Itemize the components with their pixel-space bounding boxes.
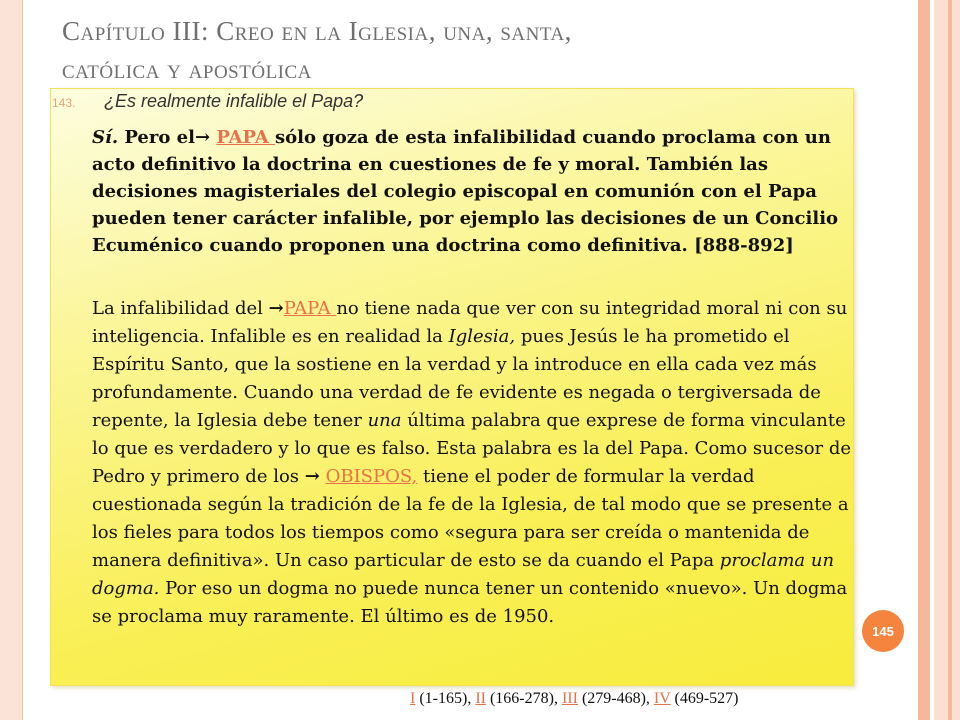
part-iii-link[interactable]: III [561,690,578,707]
right-decor-stripe-outer [934,0,960,720]
explanation-part6: Por eso un dogma no puede nunca tener un contenido «nuevo». Un dogma se proclama muy raramente. El último es de 1950. [92,578,848,627]
title-line-2: católica y apostólica [62,54,312,84]
explanation-paragraph [92,295,852,631]
obispos-link[interactable]: OBISPOS, [325,466,418,487]
footer-parts-nav [410,690,739,708]
arrow-icon: → [304,466,320,487]
right-decor-stripe [918,0,930,720]
papa-link-2[interactable]: PAPA [283,298,337,319]
explanation-italic-iglesia: Iglesia, [448,326,516,347]
part-ii-link[interactable]: II [475,690,486,707]
explanation-part4: última palabra que exprese de forma vinculante lo que es verdadero y lo que es falso. Esta palabra es la del Papa. Como sucesor de Pedro y primero de los [92,410,852,487]
arrow-icon: → [268,298,284,319]
answer-part1: Pero el [118,127,195,148]
arrow-icon: → [194,127,211,148]
explanation-italic-una: una [367,410,402,431]
part-i-range: (1-165), [415,690,476,707]
right-decor-stripe-line [948,0,952,720]
answer-part2: sólo goza de esta infalibilidad cuando proclama con un acto definitivo la doctrina en cuestiones de fe y moral. También las decisiones magisteriales del colegio episcopal en comunión con el Papa pueden tener carácter infalible, por ejemplo las decisiones de un Concilio Ecuménico cuando proponen una doctrina como definitiva. [888-892] [92,127,839,256]
part-iv-link[interactable]: IV [653,690,671,707]
part-ii-range: (166-278), [485,690,562,707]
part-iii-range: (279-468), [577,690,654,707]
page-number-badge: 145 [862,610,904,652]
slide-title [62,12,902,88]
answer-paragraph [92,124,848,259]
question-text: ¿Es realmente infalible el Papa? [104,91,364,111]
explanation-part5: tiene el poder de formular la verdad cuestionada según la tradición de la fe de la Iglesia, de tal modo que se presente a los fieles para todos los tiempos como «segura para ser creída o mantenida de manera definitiva». Un caso particular de esto se da cuando el Papa [92,466,849,571]
part-iv-range: (469-527) [670,690,739,707]
explanation-italic-dogma: proclama un dogma. [92,550,835,599]
explanation-part1: La infalibilidad del [92,298,269,319]
answer-intro: Sí. [92,127,119,148]
title-line-1: Capítulo III: Creo en la Iglesia, una, santa, [62,16,572,46]
papa-link[interactable]: PAPA [216,127,275,148]
left-decor-stripe [0,0,23,720]
part-i-link[interactable]: I [410,690,416,707]
question-number: 143. [52,96,76,110]
explanation-part2: no tiene nada que ver con su integridad moral ni con su inteligencia. Infalible es en realidad la [92,298,848,347]
explanation-part3: pues Jesús le ha prometido el Espíritu Santo, que la sostiene en la verdad y la introduce en ella cada vez más profundamente. Cuando una verdad de fe evidente es negada o tergiversada de repente, la Iglesia debe tener [92,326,821,431]
